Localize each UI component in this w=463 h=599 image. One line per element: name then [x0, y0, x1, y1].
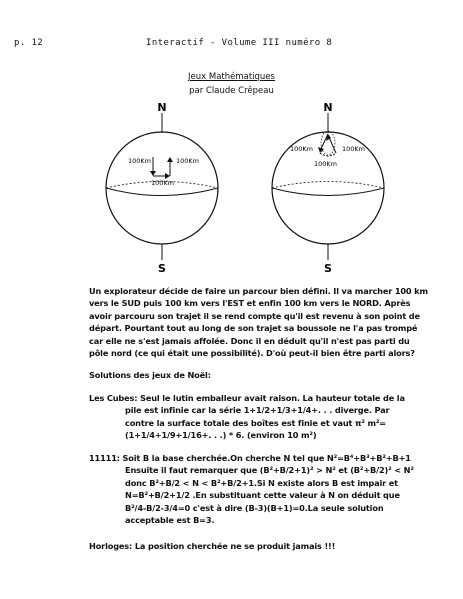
numbers-line: donc B²+B/2 < N < B²+B/2+1.Si N existe alors B est impair et [125, 477, 398, 488]
cubes-line: contre la surface totale des boîtes est finie et vaut π² m²= [125, 417, 386, 428]
numbers-line: 11111: Soit B la base cherchée.On cherche N tel que N²=B⁴+B³+B²+B+1 [89, 453, 411, 463]
right-south-label: S [324, 262, 332, 275]
left-globe [106, 101, 218, 275]
numbers-line: B²/4-B/2-3/4=0 c'est à dire (B-3)(B+1)=0.La seule solution [125, 502, 384, 513]
horloges-solution: Horloges: La position cherchée ne se produit jamais !!! [89, 541, 336, 551]
problem-line: car elle ne s'est jamais affolée. Donc il en déduit qu'il n'est pas parti du [89, 335, 410, 346]
cubes-solution [89, 392, 419, 442]
numbers-solution [89, 452, 419, 526]
article-title: Jeux Mathématiques [188, 72, 275, 82]
running-header: Interactif - Volume III numéro 8 [146, 38, 333, 48]
left-south-label: S [158, 262, 166, 275]
solutions-title: Solutions des jeux de Noël: [89, 370, 211, 380]
problem-line: avoir parcouru son trajet il se rend compte qu'il est revenu à son point de [89, 310, 420, 321]
cubes-line: (1+1/4+1/9+1/16+. . .) * 6. (environ 10 m²) [125, 430, 317, 441]
left-label-east-leg: 100Km [151, 179, 175, 187]
article-author: par Claude Crêpeau [189, 86, 274, 96]
numbers-line: acceptable est B=3. [125, 515, 215, 526]
left-north-label: N [157, 101, 167, 114]
right-north-label: N [323, 101, 333, 114]
page-number: p. 12 [14, 38, 44, 48]
globe-diagrams [0, 95, 463, 280]
problem-paragraph [89, 285, 428, 359]
problem-line: pôle nord (ce qui était une possibilité). D'où peut-il bien être parti alors? [89, 348, 415, 359]
cubes-line: Les Cubes: Seul le lutin emballeur avait raison. La hauteur totale de la [89, 393, 405, 403]
numbers-line: Ensuite il faut remarquer que (B²+B/2+1)² > N² et (B²+B/2)² < N² [125, 465, 414, 476]
right-label-south-leg: 100Km [290, 145, 314, 153]
problem-line: Un explorateur décide de faire un parcour bien défini. Il va marcher 100 km [89, 286, 428, 296]
right-label-north-leg: 100Km [342, 145, 366, 153]
numbers-line: N=B²+B/2+1/2 .En substituant cette valeur à N on déduit que [125, 490, 400, 501]
cubes-line: pile est infinie car la série 1+1/2+1/3+1/4+. . . diverge. Par [125, 405, 390, 416]
problem-line: départ. Pourtant tout au long de son trajet sa boussole ne l'a pas trompé [89, 323, 418, 334]
left-label-south-leg: 100Km [128, 157, 152, 165]
right-globe [272, 101, 384, 275]
problem-line: vers le SUD puis 100 km vers l'EST et enfin 100 km vers le NORD. Après [89, 298, 411, 309]
left-label-north-leg: 100Km [176, 157, 200, 165]
right-label-east-leg: 100Km [314, 160, 338, 168]
